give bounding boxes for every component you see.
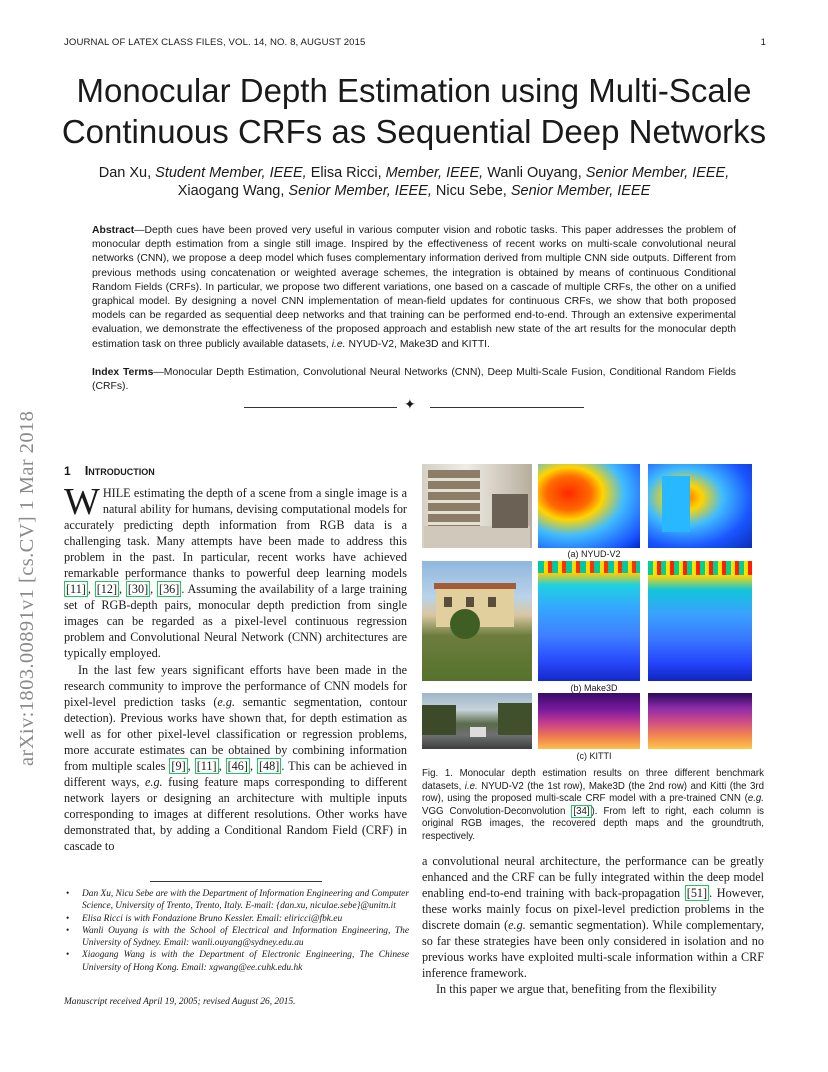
intro-column-right xyxy=(422,853,764,997)
nyud-rgb-image xyxy=(422,464,532,548)
citation-link[interactable]: [11] xyxy=(196,758,217,773)
nyud-groundtruth-depth xyxy=(648,464,752,548)
author-name: Nicu Sebe, xyxy=(431,183,511,199)
footnote-item: • Wanli Ouyang is with the School of Electrical and Information Engineering, The University of Sydney. Email: wanli.ouyang@sydney.edu.au xyxy=(64,925,409,950)
author-role: Senior Member, IEEE, xyxy=(288,183,432,199)
section-number: 1 xyxy=(64,464,71,478)
citation-link[interactable]: [34] xyxy=(573,805,590,817)
author-name: Wanli Ouyang, xyxy=(483,165,586,181)
kitti-rgb-image xyxy=(422,693,532,749)
arxiv-stamp: arXiv:1803.00891v1 [cs.CV] 1 Mar 2018 xyxy=(16,410,38,766)
intro-text: estimating the depth of a scene from a single image is a natural ability for humans, devising computational models for accurately predicting depth information from RGB data is a challenging task. Many attempts have been made to address this problem in the past. In particular, recent works have achieved remarkable performance thanks to powerful deep learning models xyxy=(64,486,407,581)
author-role: Member, IEEE, xyxy=(385,165,484,181)
caption-ie: i.e. xyxy=(464,780,478,792)
footnote-rule xyxy=(150,881,322,882)
caption-text: VGG Convolution-Deconvolution xyxy=(422,805,572,817)
citation-link[interactable]: [30] xyxy=(127,582,149,597)
right-text: semantic segmentation). While complementary, so far these strategies have been only considered in isolation and no previous works have exploited multi-scale information within a CRF inference framework. xyxy=(422,918,765,981)
footnote-item: • Xiaogang Wang is with the Department of Electronic Engineering, The Chinese University of Hong Kong. Email: xgwang@ee.cuhk.edu.hk xyxy=(64,949,409,974)
divider-line-right xyxy=(430,407,584,408)
eg: e.g. xyxy=(508,918,526,933)
kitti-predicted-depth xyxy=(538,693,640,749)
right-text: . However, these works mainly focus on pixel-level prediction problems in the discrete domain ( xyxy=(422,886,764,933)
intro-paragraph-1 xyxy=(64,481,408,662)
footnotes xyxy=(64,888,409,974)
index-terms xyxy=(92,366,736,394)
author-name: Xiaogang Wang, xyxy=(177,183,289,199)
intro-text: . This can be achieved in different ways, xyxy=(64,758,408,789)
abstract xyxy=(92,224,736,352)
citation-link[interactable]: [11] xyxy=(66,582,86,597)
sep: , xyxy=(87,582,95,597)
dropcap: W xyxy=(64,481,100,523)
citation-link[interactable]: [46] xyxy=(227,758,248,773)
author-role: Senior Member, IEEE xyxy=(510,183,651,199)
index-terms-text: —Monocular Depth Estimation, Convolutional Neural Networks (CNN), Deep Multi-Scale Fusion, Conditional Random Fields (CRFs). xyxy=(92,367,736,393)
citation-link[interactable]: [48] xyxy=(259,758,280,773)
intro-text: fusing feature maps corresponding to different network layers or designing an architecture with multiple inputs corresponding to images at different resolutions. Other works have demonstrated that, by adding a Conditional Random Field (CRF) in cascade to xyxy=(64,774,407,854)
eg: e.g. xyxy=(144,774,163,789)
right-text: a convolutional neural architecture, the performance can be greatly enhanced and the CRF can be fully integrated within the deep model enabling end-to-end training with back-propagation xyxy=(422,854,764,901)
citation-link[interactable]: [51] xyxy=(686,886,708,901)
paper-title: Monocular Depth Estimation using Multi-Scale Continuous CRFs as Sequential Deep Networks xyxy=(61,72,767,150)
abstract-ie: i.e. xyxy=(331,338,346,350)
figure-caption xyxy=(422,768,764,844)
intro-text: semantic segmentation, contour detection). Previous works have shown that, for depth estimation as well as for other pixel-level classification or regression problems, more accurate estimates can be obtained by combining information from multiple scales xyxy=(64,694,407,773)
intro-text: In the last few years significant efforts have been made in the research community to improve the performance of CNN models for pixel-level prediction tasks ( xyxy=(64,662,407,709)
sep: , xyxy=(119,582,126,597)
caption-text: Fig. 1. Monocular depth estimation results on three different benchmark datasets, xyxy=(422,768,764,792)
citation-link[interactable]: [9] xyxy=(171,758,186,773)
manuscript-note: Manuscript received April 19, 2005; revised August 26, 2015. xyxy=(64,997,296,1007)
eg: e.g. xyxy=(217,694,235,709)
caption-text: NYUD-V2 (the 1st row), Make3D (the 2nd row) and Kitti (the 3rd row), using the proposed multi-scale CRF model with a pre-trained CNN ( xyxy=(422,780,764,805)
make3d-rgb-image xyxy=(422,561,532,681)
caption-text: ). From left to right, each column is original RGB images, the recovered depth maps and the groundtruth, respectively. xyxy=(422,805,764,842)
author-name: Elisa Ricci, xyxy=(306,165,386,181)
index-terms-label: Index Terms xyxy=(92,367,154,378)
intro-paragraph-2 xyxy=(64,662,407,855)
figure-label-b: (b) Make3D xyxy=(570,683,618,693)
figure-label-a: (a) NYUD-V2 xyxy=(567,549,621,559)
citation-link[interactable]: [12] xyxy=(96,582,118,597)
author-role: Senior Member, IEEE, xyxy=(585,165,730,181)
divider-star-icon: ✦ xyxy=(404,398,416,413)
kitti-groundtruth-depth xyxy=(648,693,752,749)
make3d-groundtruth-depth xyxy=(648,561,752,681)
abstract-text: —Depth cues have been proved very useful in various computer vision and robotic tasks. This paper addresses the problem of monocular depth estimation from a single still image. Inspired by the effectiveness of recent works on multi-scale convolutional neural networks (CNN), we propose a deep model which fuses complementary information derived from multiple CNN side outputs. Different from previous methods using concatenation or weighted average schemes, the integration is obtained by means of continuous Conditional Random Fields (CRFs). In particular, we propose two different variations, one based on a cascade of multiple CRFs, the other on a unified graphical model. By designing a novel CNN implementation of mean-field updates for continuous CRFs, we show that both proposed models can be regarded as sequential deep networks and that training can be performed end-to-end. Through an extensive experimental evaluation, we demonstrate the effectiveness of the proposed approach and establish new state of the art results for the monocular depth estimation task on three publicly available datasets, xyxy=(92,225,736,350)
abstract-label: Abstract xyxy=(92,225,135,236)
section-heading xyxy=(64,463,155,478)
author-line-1 xyxy=(40,165,788,181)
footnote-item: • Elisa Ricci is with Fondazione Bruno Kessler. Email: eliricci@fbk.eu xyxy=(64,913,409,925)
nyud-predicted-depth xyxy=(538,464,640,548)
sep: , xyxy=(218,758,226,773)
author-role: Student Member, IEEE, xyxy=(155,165,307,181)
intro-text: . Assuming the availability of a large training set of RGB-depth pairs, monocular depth prediction from single images can be regarded as a pixel-level continuous regression problem and Convolutional Neural Network (CNN) architectures are typically employed. xyxy=(64,582,408,661)
sep: , xyxy=(249,758,257,773)
caption-eg: e.g. xyxy=(747,793,764,805)
make3d-predicted-depth xyxy=(538,561,640,681)
divider-line-left xyxy=(244,407,397,408)
running-head: JOURNAL OF LATEX CLASS FILES, VOL. 14, NO. 8, AUGUST 2015 xyxy=(64,37,366,48)
sep: , xyxy=(150,582,158,597)
author-name: Dan Xu, xyxy=(98,165,156,181)
intro-smallcaps: HILE xyxy=(102,486,131,500)
figure-label-c: (c) KITTI xyxy=(576,751,612,761)
section-title: Introduction xyxy=(84,463,155,478)
abstract-tail: NYUD-V2, Make3D and KITTI. xyxy=(345,338,490,350)
intro-column-left xyxy=(64,481,408,854)
right-paragraph-1 xyxy=(422,853,764,981)
footnote-item: • Dan Xu, Nicu Sebe are with the Department of Information Engineering and Computer Science, University of Trento, Trento, Italy. E-mail: {dan.xu, niculae.sebe}@unitn.it xyxy=(64,888,409,913)
author-line-2 xyxy=(40,183,788,199)
sep: , xyxy=(187,758,195,773)
right-paragraph-2: In this paper we argue that, benefiting from the flexibility xyxy=(436,982,717,997)
citation-link[interactable]: [36] xyxy=(159,582,180,597)
page-number: 1 xyxy=(760,37,766,48)
